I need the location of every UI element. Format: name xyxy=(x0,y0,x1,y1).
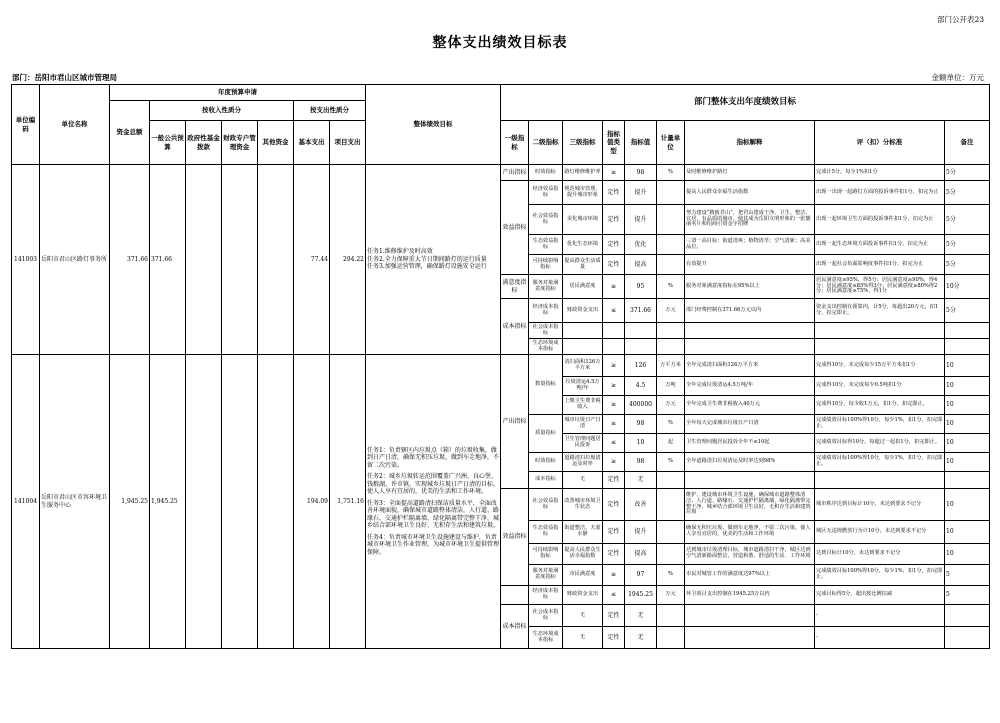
indicator-explain: 及时维修维护路灯 xyxy=(685,165,815,181)
l3-indicator: 无 xyxy=(563,472,603,489)
measure-unit: % xyxy=(657,415,685,434)
l3-indicator: 街道整洁，天蓝水静 xyxy=(563,521,603,544)
header-unit-code: 单位编码 xyxy=(12,85,40,165)
indicator-explain: 提高人民群众幸福生活指数 xyxy=(685,181,815,205)
header-overall-goal: 整体绩效目标 xyxy=(366,85,501,165)
other-fund-value xyxy=(258,355,294,649)
basic-expense: 77.44 xyxy=(294,165,330,355)
l2-indicator: 生态环境成本指标 xyxy=(529,627,563,649)
unit-name: 岳阳市君山区路灯事务所 xyxy=(40,165,110,355)
indicator-explain: 全年完成垃圾清运4.5万吨/年 xyxy=(685,377,815,396)
indicator-explain: 环卫项目支出控制在1945.25万以内 xyxy=(685,586,815,605)
l2-indicator: 服务对象满意度指标 xyxy=(529,565,563,586)
indicator-value: 126 xyxy=(625,355,657,377)
indicator-value: 提升 xyxy=(625,181,657,205)
value-type: ≥ xyxy=(603,377,625,396)
indicator-explain: 部门经费控制在371.66万元以内 xyxy=(685,299,815,323)
general-budget: 1,945.25 xyxy=(150,355,186,649)
general-budget: 371.66 xyxy=(150,165,186,355)
l3-indicator xyxy=(563,339,603,355)
note-cell xyxy=(945,627,990,649)
value-type: 定性 xyxy=(603,544,625,565)
header-gov-fund: 政府性基金拨款 xyxy=(186,121,222,165)
scoring-standard: 完成得10分，未完成每少15万平方米扣1分 xyxy=(815,355,945,377)
indicator-explain xyxy=(685,472,815,489)
l3-indicator xyxy=(563,323,603,339)
indicator-value xyxy=(625,339,657,355)
header-by-income: 按收入性质分 xyxy=(150,101,294,121)
project-expense: 1,751.16 xyxy=(330,355,366,649)
l2-indicator: 可持续影响指标 xyxy=(529,544,563,565)
indicator-value: 提升 xyxy=(625,205,657,235)
note-cell: 10 xyxy=(945,396,990,415)
note-cell: 10 xyxy=(945,415,990,434)
l3-indicator: 垃圾清运4.5万吨/年 xyxy=(563,377,603,396)
indicator-value: 98 xyxy=(625,165,657,181)
scoring-standard xyxy=(815,339,945,355)
l2-indicator: 生态效益指标 xyxy=(529,521,563,544)
l2-indicator: 生态环境成本指标 xyxy=(529,339,563,355)
l2-indicator: 质量指标 xyxy=(529,415,563,453)
l1-indicator: 满意度指标 xyxy=(501,275,529,299)
measure-unit: % xyxy=(657,165,685,181)
table-header xyxy=(12,85,990,165)
header-note: 备注 xyxy=(945,121,990,165)
indicator-value: 98 xyxy=(625,415,657,434)
note-cell xyxy=(945,323,990,339)
indicator-explain xyxy=(685,323,815,339)
measure-unit xyxy=(657,181,685,205)
measure-unit xyxy=(657,472,685,489)
header-total: 资金总额 xyxy=(110,101,150,165)
scoring-standard: 出现一起生态环境方面投诉事件扣1分，扣完为止 xyxy=(815,235,945,255)
note-cell: 10 xyxy=(945,521,990,544)
value-type: 定性 xyxy=(603,205,625,235)
scoring-standard: 达到目标计10分，未达到要求不记分 xyxy=(815,544,945,565)
header-explain: 指标解释 xyxy=(685,121,815,165)
goal-item: 任务1.维修维护及时高效 任务2.全力保障重大节日期间路灯的运行质量 任务3.加强运营管理，确保路灯设施安全运行 xyxy=(367,248,487,271)
unit-name: 岳阳市君山区市容环境卫生服务中心 xyxy=(40,355,110,649)
l2-indicator: 社会成本指标 xyxy=(529,605,563,627)
scoring-standard: 完成得10分，每少收1万元，扣1分，扣完即止。 xyxy=(815,396,945,415)
money-unit-label: 金额单位：万元 xyxy=(931,73,984,82)
value-type: ≥ xyxy=(603,396,625,415)
indicator-explain: 有效提升 xyxy=(685,255,815,275)
indicator-explain: 维护、建设城市环境卫生设施，确保城市道路整体清洁，人行道、路缘石、交通护栏隔离墙、绿化隔离带完整干净，城乡结合部环境卫生良好，无积存生活和建筑垃圾 xyxy=(685,489,815,521)
header-unit-name: 单位名称 xyxy=(40,85,110,165)
l1-indicator: 成本指标 xyxy=(501,605,529,649)
measure-unit: 万吨 xyxy=(657,377,685,396)
header-l2: 二级指标 xyxy=(529,121,563,165)
note-cell: 5分 xyxy=(945,165,990,181)
indicator-explain xyxy=(685,339,815,355)
scoring-standard: - xyxy=(815,605,945,627)
indicator-value: 提升 xyxy=(625,521,657,544)
l1-indicator xyxy=(501,586,529,605)
indicator-value: 400000 xyxy=(625,396,657,415)
indicator-explain: 确保无积压垃圾，做到车走地净，不留二次污染，使人人享有宜居的，优美的生活和工作环境 xyxy=(685,521,815,544)
value-type: ≥ xyxy=(603,165,625,181)
header-standard: 评（扣）分标准 xyxy=(815,121,945,165)
header-basic: 基本支出 xyxy=(294,121,330,165)
measure-unit: % xyxy=(657,565,685,586)
goal-item: 任务3：全面提高道路清扫保洁质量水平，全面改善环境面貌，确保城市道路整体清洁，人行道、路缘石、交通护栏隔离墙、绿化隔离带完整干净，城乡结合部环境卫生良好、无积存生活和建筑垃圾。 xyxy=(367,499,500,530)
l2-indicator: 经济成本指标 xyxy=(529,299,563,323)
scoring-standard: 完成得10分，未完成每少0.5吨扣1分 xyxy=(815,377,945,396)
value-type: 定性 xyxy=(603,521,625,544)
value-type: 定性 xyxy=(603,255,625,275)
l3-indicator: 改善城市环境卫生状态 xyxy=(563,489,603,521)
header-by-expense: 按支出性质分 xyxy=(294,101,366,121)
header-type: 指标值类型 xyxy=(603,121,625,165)
indicator-explain xyxy=(685,627,815,649)
scoring-standard: 出现一起环境卫生方面的投诉事件扣1分，扣完为止 xyxy=(815,205,945,235)
basic-expense: 194.09 xyxy=(294,355,330,649)
note-cell: 5分 xyxy=(945,205,990,235)
scoring-standard xyxy=(815,323,945,339)
goal-item: 任务1：负责辖区内垃圾点（箱）的垃圾收集，做到日产日清，确保无积压垃圾，做到车走地净，不留二次污染。 xyxy=(367,446,500,469)
header-l1: 一级指标 xyxy=(501,121,529,165)
total-funds: 1,945.25 xyxy=(110,355,150,649)
unit-2-rows xyxy=(12,355,990,649)
measure-unit: 万元 xyxy=(657,586,685,605)
l1-indicator: 产出指标 xyxy=(501,355,529,489)
note-cell: 10 xyxy=(945,355,990,377)
measure-unit xyxy=(657,544,685,565)
goal-item: 任务2：城乡垃圾转运范围覆盖广兴洲、良心堡、钱粮湖、许市镇，实现城乡垃圾日产日清的目标，使人人享有宜居的，优美的生活和工作环境。 xyxy=(367,473,500,496)
header-value: 指标值 xyxy=(625,121,657,165)
department-label: 部门：岳阳市君山区城市管理局 xyxy=(12,73,117,82)
header-special: 财政专户管理资金 xyxy=(222,121,258,165)
l1-indicator: 效益指标 xyxy=(501,181,529,275)
value-type: ≥ xyxy=(603,453,625,472)
l3-indicator: 上缴卫生费非税收入 xyxy=(563,396,603,415)
value-type: ≤ xyxy=(603,586,625,605)
l3-indicator: 美化城市环境 xyxy=(563,205,603,235)
gov-fund-value xyxy=(186,165,222,355)
l2-indicator: 服务对象满意度指标 xyxy=(529,275,563,299)
table-row xyxy=(12,355,990,377)
note-cell: 5分 xyxy=(945,299,990,323)
value-type: 定性 xyxy=(603,235,625,255)
l3-indicator: 清扫面积126万平方米 xyxy=(563,355,603,377)
indicator-value: 改善 xyxy=(625,489,657,521)
value-type: ≥ xyxy=(603,415,625,434)
measure-unit xyxy=(657,605,685,627)
page-title: 整体支出绩效目标表 xyxy=(432,35,568,51)
measure-unit: % xyxy=(657,453,685,472)
header-project: 项目支出 xyxy=(330,121,366,165)
overall-goal-text xyxy=(366,355,501,649)
indicator-value: 无 xyxy=(625,605,657,627)
header-l3: 三级指标 xyxy=(563,121,603,165)
scoring-standard: 居民满意度≥95%，得5分；居民满意度≥90%，得4分；居民满意度≥85%得3分；居民满意度≥80%得2分；居民满意度≥75%，得1分 xyxy=(815,275,945,299)
value-type: 定性 xyxy=(603,181,625,205)
l3-indicator: 财政资金支出 xyxy=(563,586,603,605)
indicator-value: 97 xyxy=(625,565,657,586)
scoring-standard: 城区无违规燃放行为计10分，未达到要求不记分 xyxy=(815,521,945,544)
value-type xyxy=(603,323,625,339)
measure-unit: % xyxy=(657,275,685,299)
header-dept-goal: 部门整体支出年度绩效目标 xyxy=(501,85,990,121)
l2-indicator: 时效指标 xyxy=(529,165,563,181)
measure-unit xyxy=(657,205,685,235)
l3-indicator: 城市垃圾日产日清 xyxy=(563,415,603,434)
measure-unit xyxy=(657,235,685,255)
special-fund-value xyxy=(222,165,258,355)
indicator-explain: 全年道路清扫垃圾清运及时率达到98% xyxy=(685,453,815,472)
header-measure: 计量单位 xyxy=(657,121,685,165)
value-type: ≤ xyxy=(603,434,625,453)
measure-unit xyxy=(657,521,685,544)
note-cell: 10分 xyxy=(945,275,990,299)
note-cell: 10 xyxy=(945,544,990,565)
indicator-value: 371.66 xyxy=(625,299,657,323)
indicator-explain: 努力建设“精致君山”，把君山建成干净、卫生、整洁、宜居、有品质的城市，使其成为岳阳文明形象的一张靓丽名片和招商引资金字招牌 xyxy=(685,205,815,235)
note-cell: 5 xyxy=(945,586,990,605)
l1-indicator: 产出指标 xyxy=(501,165,529,181)
l1-indicator: 效益指标 xyxy=(501,489,529,586)
scoring-standard: 完成目标得5分，超出按比例扣减 xyxy=(815,586,945,605)
note-cell xyxy=(945,605,990,627)
l3-indicator: 无 xyxy=(563,605,603,627)
scoring-standard: 完成计5分，每少1%扣1分 xyxy=(815,165,945,181)
project-expense: 294.22 xyxy=(330,165,366,355)
note-cell: 5分 xyxy=(945,235,990,255)
measure-unit: 万平方米 xyxy=(657,355,685,377)
indicator-explain: 全年完成卫生费非税收入40万元 xyxy=(685,396,815,415)
indicator-explain: 服务对象满意度指标在95%以上 xyxy=(685,275,815,299)
note-cell: 10 xyxy=(945,489,990,521)
header-general: 一般公共预算 xyxy=(150,121,186,165)
l3-indicator: 财政资金支出 xyxy=(563,299,603,323)
goal-item: 任务4：负责城市环境卫生设施建设与维护，负责城市环境卫生作业管理，为城市环境卫生提供管理保障。 xyxy=(367,533,500,556)
measure-unit xyxy=(657,489,685,521)
special-fund-value xyxy=(222,355,258,649)
l3-indicator: 规范城市管理，提升城市形象 xyxy=(563,181,603,205)
indicator-value: 提高 xyxy=(625,255,657,275)
indicator-value: 95 xyxy=(625,275,657,299)
indicator-value: 无 xyxy=(625,472,657,489)
l2-indicator: 时效指标 xyxy=(529,453,563,472)
page-number: 部门公开表23 xyxy=(936,15,984,24)
l2-indicator: 成本指标 xyxy=(529,472,563,489)
indicator-explain xyxy=(685,605,815,627)
scoring-standard: - xyxy=(815,627,945,649)
note-cell: 10 xyxy=(945,434,990,453)
overall-goal-text xyxy=(366,165,501,355)
scoring-standard: 完成绩效目标100%得10分，每少1%，扣1分，扣完即止。 xyxy=(815,565,945,586)
scoring-standard: 完成绩效目标100%得10分，每少1%，扣1分，扣完即止。 xyxy=(815,415,945,434)
l3-indicator: 提高群众生活质量 xyxy=(563,255,603,275)
value-type: 定性 xyxy=(603,605,625,627)
scoring-standard: 资金支出控制在预算内，计5分，每超出20万元，扣1分，扣完即止。 xyxy=(815,299,945,323)
value-type: 定性 xyxy=(603,472,625,489)
l2-indicator: 经济效益指标 xyxy=(529,181,563,205)
l2-indicator: 社会效益指标 xyxy=(529,205,563,235)
note-cell: 5分 xyxy=(945,181,990,205)
performance-table xyxy=(11,84,990,649)
other-fund-value xyxy=(258,165,294,355)
value-type: ≥ xyxy=(603,275,625,299)
measure-unit: 起 xyxy=(657,434,685,453)
value-type xyxy=(603,339,625,355)
indicator-explain: 全年完成清扫面积126万平方米 xyxy=(685,355,815,377)
l3-indicator: 市民满意度 xyxy=(563,565,603,586)
header-other: 其他资金 xyxy=(258,121,294,165)
note-cell xyxy=(945,472,990,489)
l3-indicator: 路灯维修维护率 xyxy=(563,165,603,181)
value-type: ≥ xyxy=(603,565,625,586)
table-row xyxy=(12,165,990,181)
l2-indicator: 社会成本指标 xyxy=(529,323,563,339)
note-cell: 10 xyxy=(945,377,990,396)
l3-indicator: 无 xyxy=(563,627,603,649)
value-type: 定性 xyxy=(603,489,625,521)
l1-indicator: 成本指标 xyxy=(501,299,529,355)
measure-unit xyxy=(657,255,685,275)
scoring-standard xyxy=(815,472,945,489)
l2-indicator: 可持续影响指标 xyxy=(529,255,563,275)
indicator-explain: 卫生管理问题居民投诉全年不≤10起 xyxy=(685,434,815,453)
indicator-explain: 达到城市垃圾清理目标，城市道路清扫干净，城区达到空气清新路面整洁，营造和谐、舒适的生活、工作环境 xyxy=(685,544,815,565)
note-cell: 10 xyxy=(945,453,990,472)
indicator-value: 98 xyxy=(625,453,657,472)
indicator-value xyxy=(625,323,657,339)
scoring-standard: 完成绩效目标得10分，每超过一起扣1分，扣完即止。 xyxy=(815,434,945,453)
indicator-value: 10 xyxy=(625,434,657,453)
l3-indicator: 优化生态环境 xyxy=(563,235,603,255)
measure-unit: 万元 xyxy=(657,299,685,323)
indicator-value: 4.5 xyxy=(625,377,657,396)
header-budget-apply: 年度预算申请 xyxy=(110,85,366,101)
gov-fund-value xyxy=(186,355,222,649)
value-type: ≥ xyxy=(603,355,625,377)
l2-indicator: 社会效益指标 xyxy=(529,489,563,521)
note-cell xyxy=(945,339,990,355)
indicator-explain: 全年每天完成城市垃圾日产日清 xyxy=(685,415,815,434)
note-cell: 5 xyxy=(945,565,990,586)
indicator-value: 1945.25 xyxy=(625,586,657,605)
measure-unit xyxy=(657,323,685,339)
scoring-standard: 城市秩序达到目标计10分，未达到要求不记分 xyxy=(815,489,945,521)
unit-1-rows xyxy=(12,165,990,355)
l2-indicator: 数量指标 xyxy=(529,355,563,415)
indicator-explain: 市民对城管工作的满意度达97%以上 xyxy=(685,565,815,586)
indicator-value: 优化 xyxy=(625,235,657,255)
l3-indicator: 道路清扫垃圾清运及时率 xyxy=(563,453,603,472)
measure-unit xyxy=(657,627,685,649)
indicator-value: 无 xyxy=(625,627,657,649)
indicator-value: 提高 xyxy=(625,544,657,565)
unit-code: 141003 xyxy=(12,165,40,355)
l2-indicator: 经济成本指标 xyxy=(529,586,563,605)
l2-indicator: 生态效益指标 xyxy=(529,235,563,255)
scoring-standard: 出现一出现一起路灯方面的投诉事件扣1分，扣完为止 xyxy=(815,181,945,205)
value-type: ≤ xyxy=(603,299,625,323)
scoring-standard: 出现一起社会负面影响度事件扣1分，扣完为止 xyxy=(815,255,945,275)
indicator-explain: 三清一高目标：街道清爽；植物清萃；空气清新；高美品位。 xyxy=(685,235,815,255)
measure-unit xyxy=(657,339,685,355)
unit-code: 141004 xyxy=(12,355,40,649)
total-funds: 371.66 xyxy=(110,165,150,355)
measure-unit: 万元 xyxy=(657,396,685,415)
l3-indicator: 居民满意度 xyxy=(563,275,603,299)
l3-indicator: 提高人民群众生活幸福指数 xyxy=(563,544,603,565)
scoring-standard: 完成绩效目标100%得10分，每少1%，扣1分，扣完即止。 xyxy=(815,453,945,472)
l3-indicator: 卫生管理问题居民投诉 xyxy=(563,434,603,453)
note-cell: 5分 xyxy=(945,255,990,275)
value-type: 定性 xyxy=(603,627,625,649)
